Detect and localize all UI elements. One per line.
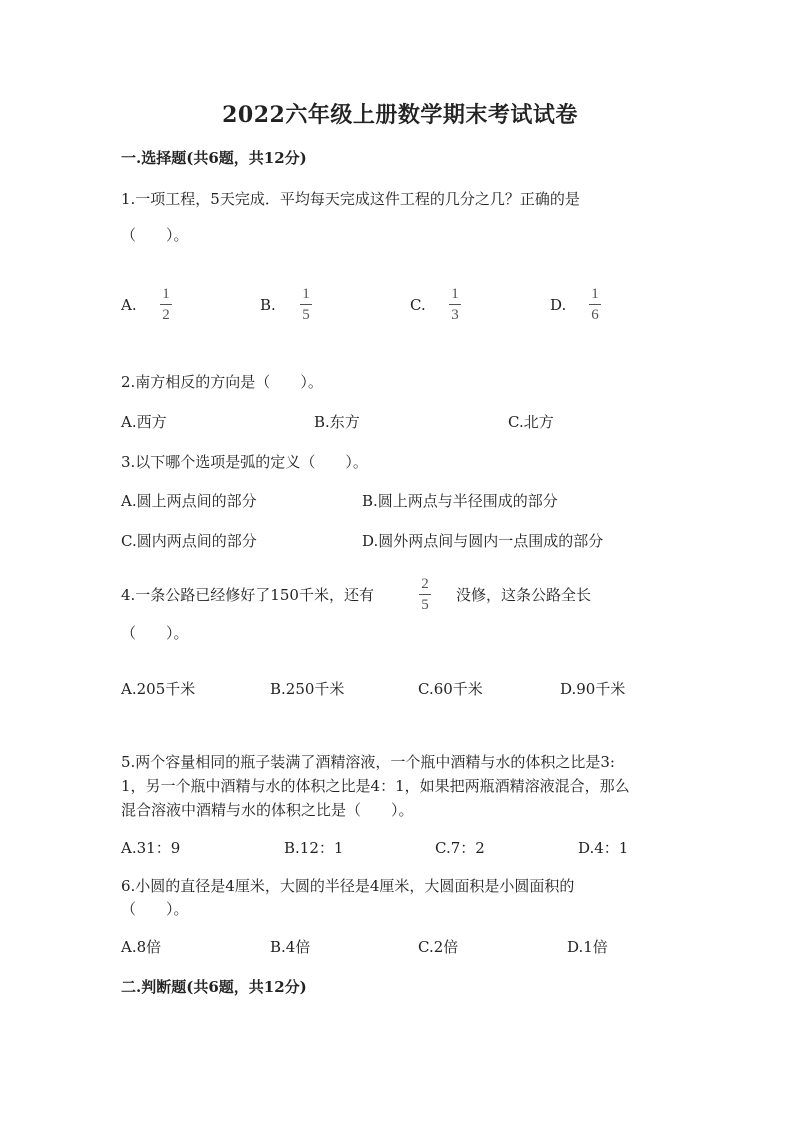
question-1-text: 1.一项工程，5天完成．平均每天完成这件工程的几分之几？正确的是 [121,190,580,208]
fraction-bar [300,304,312,305]
q6-option-d: D.1倍 [567,938,608,956]
q3-option-a: A.圆上两点间的部分 [121,492,257,510]
q2-option-c: C.北方 [508,413,554,431]
q4-option-a: A.205千米 [121,680,196,698]
fraction-bar [589,304,601,305]
question-4-paren: （ ）。 [121,624,189,642]
q3-option-c: C.圆内两点间的部分 [121,532,257,550]
page-title: 2022六年级上册数学期末考试试卷 [222,102,578,128]
q5-option-c: C.7：2 [435,839,485,857]
fraction-numerator: 1 [451,286,459,302]
q3-option-b: B.圆上两点与半径围成的部分 [362,492,558,510]
q1-option-a-label: A. [121,296,137,314]
question-5-line-3: 混合溶液中酒精与水的体积之比是（ ）。 [121,801,414,819]
q2-option-a: A.西方 [121,413,167,431]
fraction-numerator: 1 [302,286,310,302]
q1-option-a-fraction [160,286,172,323]
q1-option-c-label: C. [410,296,426,314]
q5-option-b: B.12：1 [284,839,344,857]
q6-option-a: A.8倍 [121,938,162,956]
question-1-paren: （ ）。 [121,226,189,244]
fraction-numerator: 1 [162,286,170,302]
q1-option-b-label: B. [260,296,276,314]
fraction-denominator: 5 [421,597,429,613]
q4-fraction [419,576,431,613]
section-heading-judgment: 二.判断题(共6题，共12分) [121,978,307,996]
q2-option-b: B.东方 [314,413,360,431]
question-4-text-after: 没修，这条公路全长 [456,586,592,604]
fraction-bar [449,304,461,305]
section-heading-choice: 一.选择题(共6题，共12分) [121,149,307,167]
q1-option-d-fraction [589,286,601,323]
fraction-bar [160,304,172,305]
question-6-text: 6.小圆的直径是4厘米，大圆的半径是4厘米，大圆面积是小圆面积的 [121,877,575,895]
q4-option-b: B.250千米 [270,680,345,698]
q4-option-d: D.90千米 [560,680,626,698]
fraction-denominator: 5 [302,307,310,323]
fraction-denominator: 6 [591,307,599,323]
fraction-denominator: 3 [451,307,459,323]
fraction-numerator: 1 [591,286,599,302]
fraction-bar [419,594,431,595]
q1-option-c-fraction [449,286,461,323]
question-6-paren: （ ）。 [121,900,189,918]
q3-option-d: D.圆外两点间与圆内一点围成的部分 [362,532,604,550]
question-3-text: 3.以下哪个选项是弧的定义（ ）。 [121,453,368,471]
q5-option-d: D.4：1 [578,839,629,857]
fraction-numerator: 2 [421,576,429,592]
q6-option-c: C.2倍 [418,938,459,956]
question-5-line-2: 1，另一个瓶中酒精与水的体积之比是4：1，如果把两瓶酒精溶液混合，那么 [121,777,630,795]
q5-option-a: A.31：9 [121,839,181,857]
fraction-denominator: 2 [162,307,170,323]
q4-option-c: C.60千米 [418,680,483,698]
q1-option-b-fraction [300,286,312,323]
question-2-text: 2.南方相反的方向是（ ）。 [121,373,323,391]
q1-option-d-label: D. [550,296,567,314]
question-5-line-1: 5.两个容量相同的瓶子装满了酒精溶液，一个瓶中酒精与水的体积之比是3: [121,753,615,771]
question-4-text-before: 4.一条公路已经修好了150千米，还有 [121,586,374,604]
q6-option-b: B.4倍 [270,938,311,956]
